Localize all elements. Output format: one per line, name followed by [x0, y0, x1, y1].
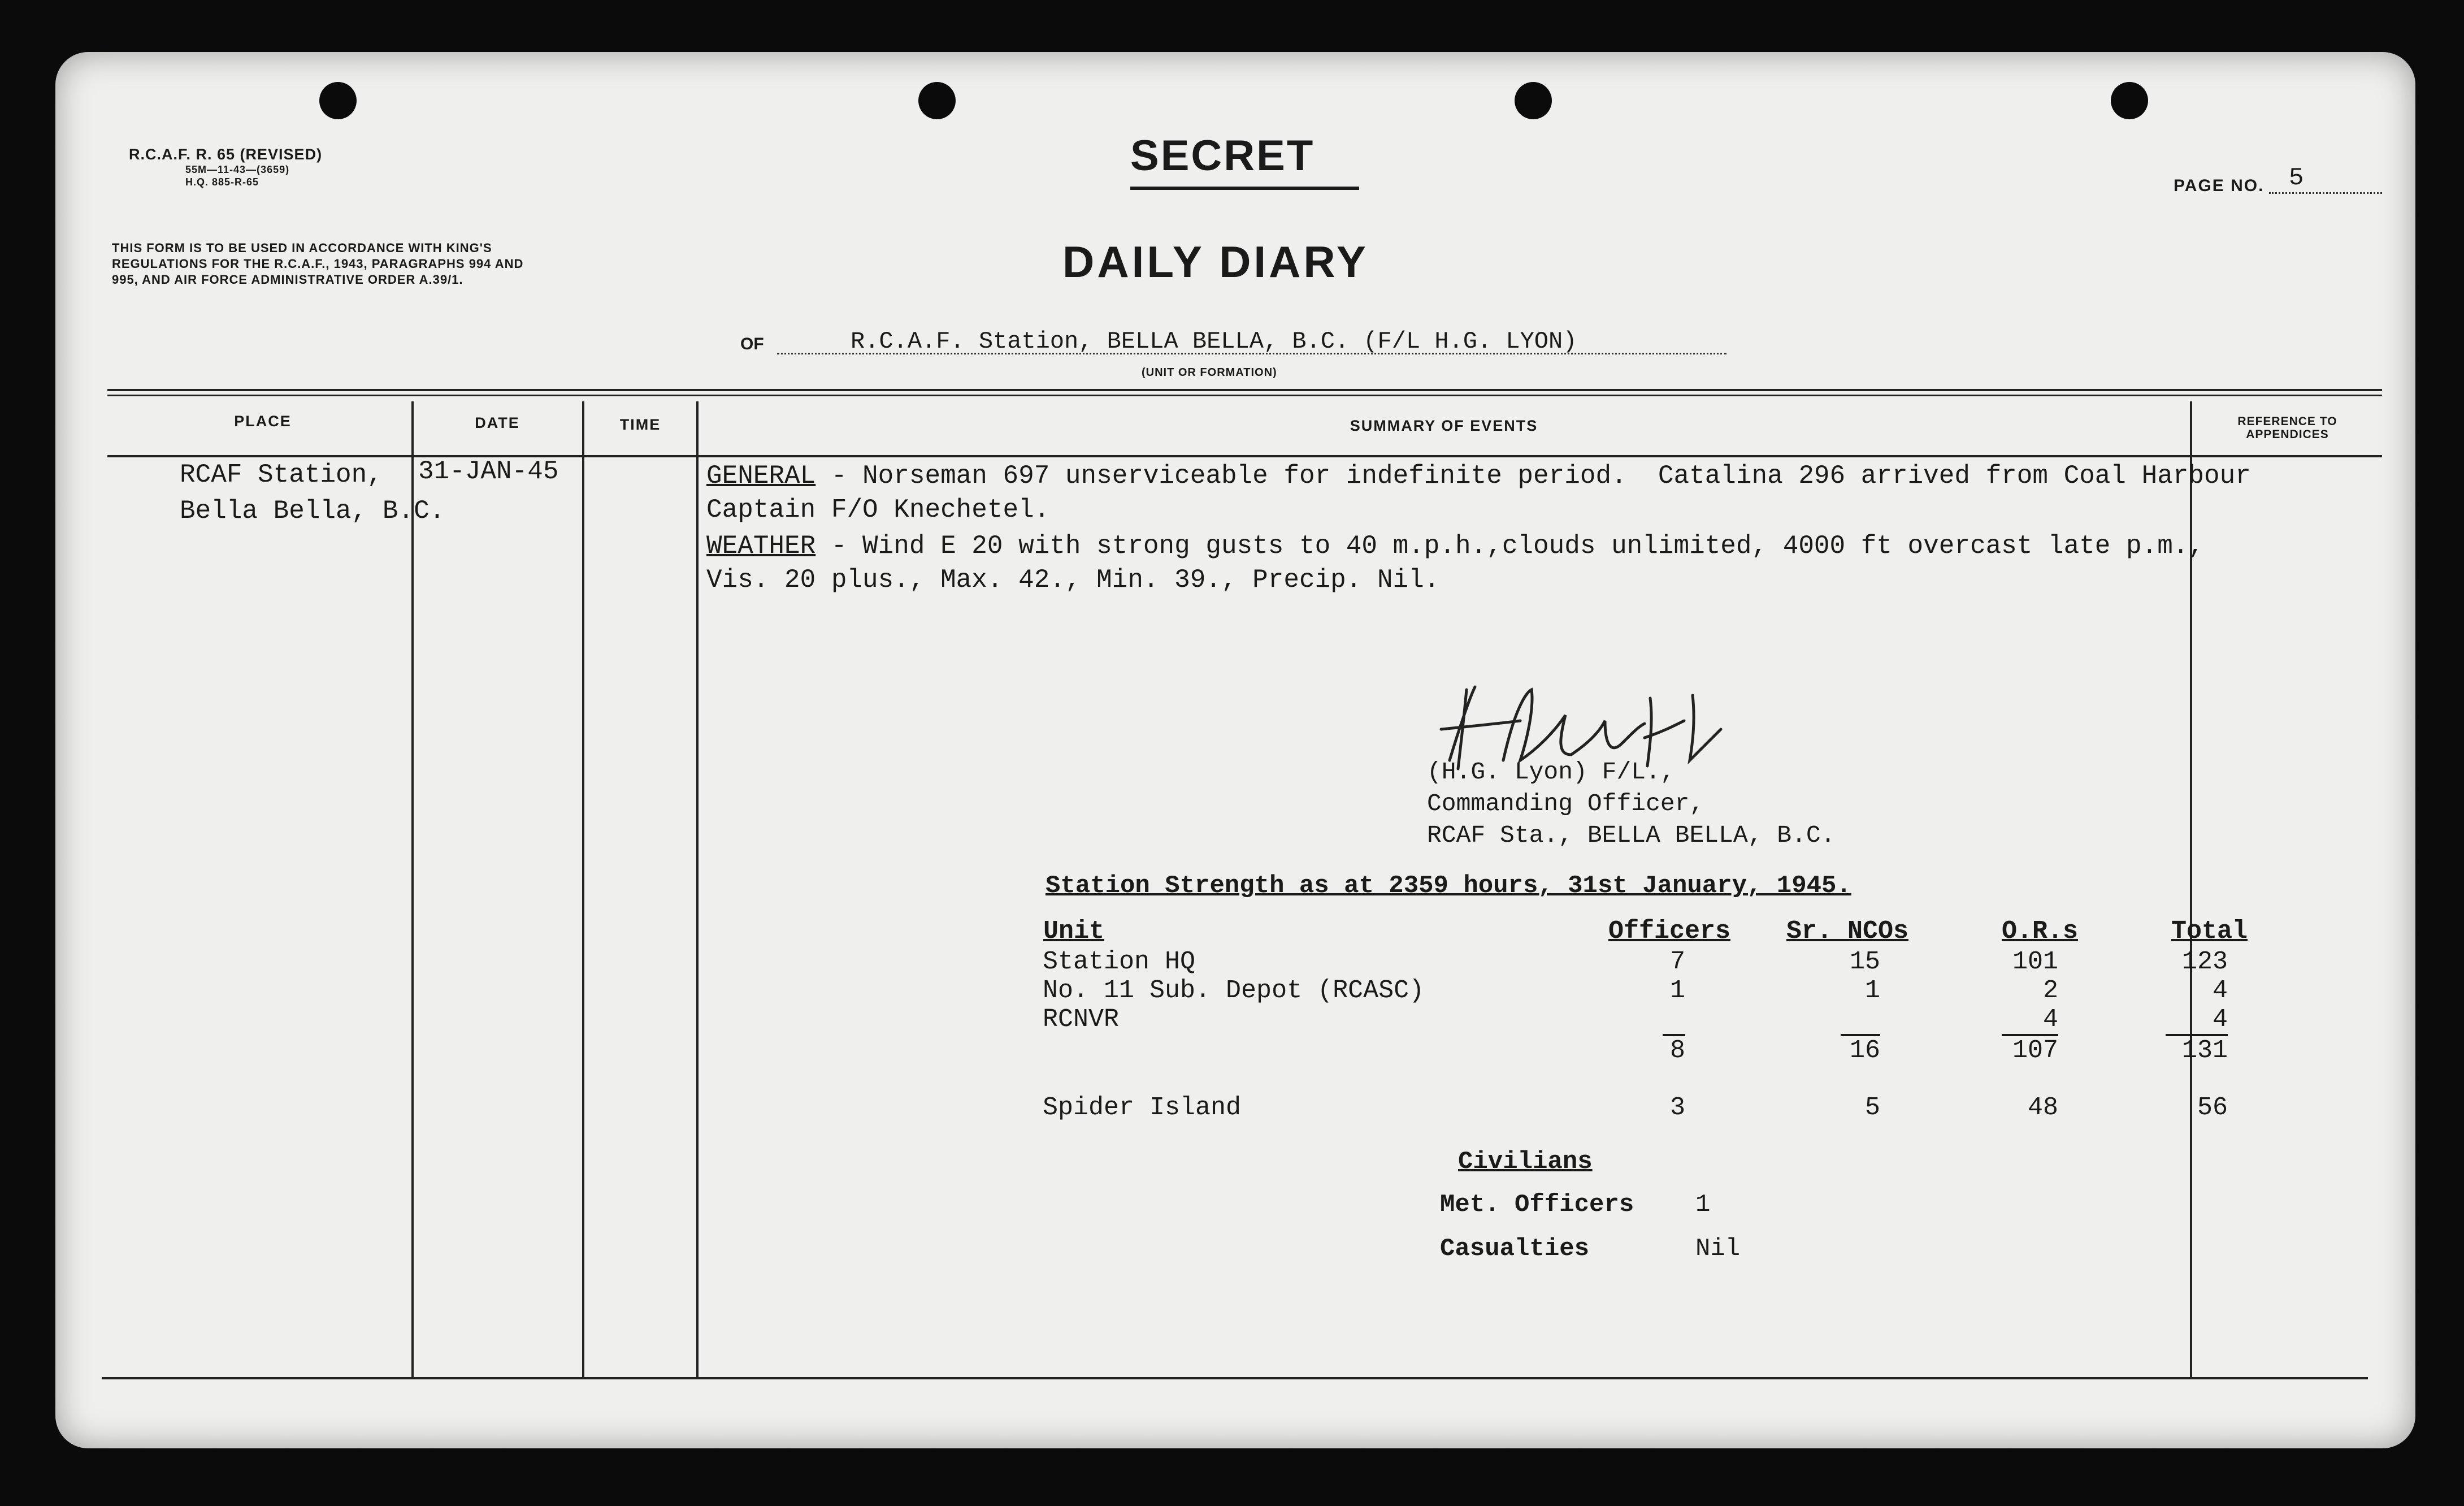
column-header-time: TIME — [619, 416, 661, 433]
met-officers-value: 1 — [1695, 1191, 1711, 1219]
unit-of-label: OF — [740, 335, 764, 353]
classification-stamp: SECRET — [1130, 132, 1315, 180]
binder-hole — [319, 82, 357, 119]
casualties-value: Nil — [1695, 1235, 1741, 1263]
page-number-value: 5 — [2289, 164, 2304, 192]
table-top-rule — [107, 389, 2382, 391]
general-label: GENERAL — [706, 461, 816, 491]
print-code: H.Q. 885-R-65 — [185, 176, 259, 188]
civilians-title: Civilians — [1458, 1148, 1593, 1176]
column-divider — [411, 401, 414, 1377]
summary-of-events: GENERAL - Norseman 697 unserviceable for indefinite period. Catalina 296 arrived from Coal Harbour Captain F/O Knechetel. WEATHER - Wind E 20 with strong gusts to 40 m.p.h.,clouds unlimited, 4000 ft overcast late p.m., Vis. 20 plus., Max. 42., Min. 39., Precip. Nil. — [706, 461, 2251, 595]
binder-hole — [2111, 82, 2148, 119]
column-divider — [696, 401, 699, 1377]
table-total-row: 8 16 107 131 — [1043, 1034, 2248, 1065]
unit-name: R.C.A.F. Station, BELLA BELLA, B.C. (F/L H.G. LYON) — [851, 328, 1577, 355]
page-number-label: PAGE NO. — [2174, 176, 2265, 195]
binder-hole — [918, 82, 956, 119]
table-top-rule — [107, 395, 2382, 396]
station-strength-table — [1043, 915, 2248, 1122]
form-number: R.C.A.F. R. 65 (REVISED) — [129, 146, 323, 163]
casualties-label: Casualties — [1440, 1235, 1590, 1263]
table-header-row: Unit Officers Sr. NCOs O.R.s Total — [1043, 916, 2248, 946]
column-header-summary: SUMMARY OF EVENTS — [1350, 417, 1538, 434]
binder-hole — [1515, 82, 1552, 119]
table-row: No. 11 Sub. Depot (RCASC) 1 1 2 4 — [1043, 976, 2228, 1005]
print-code: 55M—11-43—(3659) — [185, 164, 290, 175]
signature-block: (H.G. Lyon) F/L., Commanding Officer, RCAF Sta., BELLA BELLA, B.C. — [1427, 758, 1836, 849]
document-title: DAILY DIARY — [1062, 237, 1369, 287]
station-strength-title: Station Strength as at 2359 hours, 31st January, 1945. — [1046, 872, 1851, 900]
table-row: RCNVR 4 4 — [1043, 1005, 2228, 1034]
entry-date: 31-JAN-45 — [418, 457, 559, 486]
form-reference — [129, 146, 322, 188]
column-header-reference: REFERENCE TO APPENDICES — [2237, 415, 2337, 441]
page-number-line — [2269, 192, 2382, 194]
unit-caption: (UNIT OR FORMATION) — [1142, 366, 1277, 379]
column-header-date: DATE — [475, 414, 520, 431]
met-officers-label: Met. Officers — [1440, 1191, 1634, 1219]
classification-underline — [1130, 187, 1359, 190]
entry-place: RCAF Station, Bella Bella, B.C. — [180, 460, 445, 526]
form-usage-notice: THIS FORM IS TO BE USED IN ACCORDANCE WITH KING'S REGULATIONS FOR THE R.C.A.F., 1943, PARAGRAPHS 994 AND 995, AND AIR FORCE ADMINISTRATIVE ORDER A.39/1. — [112, 241, 524, 287]
table-row-spider-island: Spider Island 3 5 48 56 — [1043, 1093, 2228, 1122]
table-bottom-rule — [102, 1377, 2368, 1379]
column-divider — [582, 401, 584, 1377]
column-header-place: PLACE — [234, 413, 292, 430]
weather-label: WEATHER — [706, 531, 816, 561]
table-row: Station HQ 7 15 101 123 — [1043, 947, 2228, 976]
